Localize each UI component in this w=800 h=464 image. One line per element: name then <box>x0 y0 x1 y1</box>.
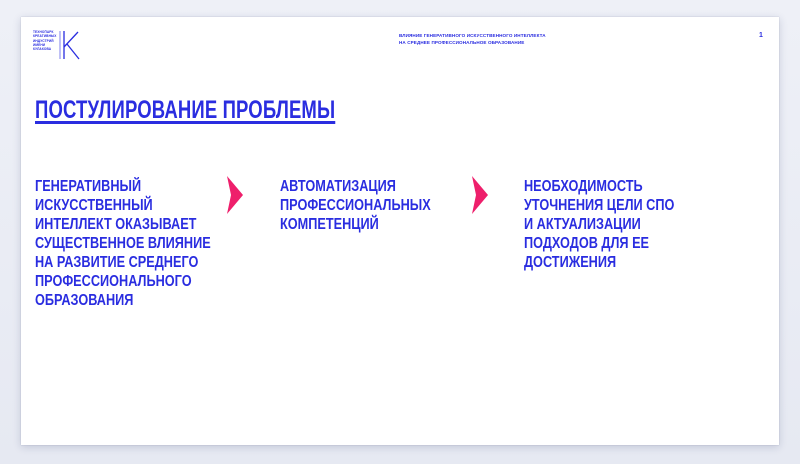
statement-line: ИСКУССТВЕННЫЙ <box>35 197 153 214</box>
statement-line: ГЕНЕРАТИВНЫЙ <box>35 178 142 195</box>
statement-line: КОМПЕТЕНЦИЙ <box>280 216 379 233</box>
logo-text-line: ИНДУСТРИЙ <box>33 38 54 43</box>
statement-line: И АКТУАЛИЗАЦИИ <box>524 216 641 233</box>
logo-text-line: ТЕХНОПАРК <box>33 30 54 34</box>
logo <box>33 30 81 60</box>
statement-line: ДОСТИЖЕНИЯ <box>524 254 617 271</box>
statement-line: АВТОМАТИЗАЦИЯ <box>280 178 396 195</box>
header-title-line: НА СРЕДНЕЕ ПРОФЕССИОНАЛЬНОЕ ОБРАЗОВАНИЕ <box>399 40 525 45</box>
logo-text-line: КУЛАКОВА <box>33 47 52 52</box>
logo-text-line: ИМЕНИ <box>33 42 46 47</box>
statement-line: ПОДХОДОВ ДЛЯ ЕЕ <box>524 235 650 252</box>
logo-text <box>33 30 56 51</box>
statement-line: ИНТЕЛЛЕКТ ОКАЗЫВАЕТ <box>35 216 197 233</box>
presentation-header-title <box>399 32 546 46</box>
statement-column-3 <box>524 177 674 272</box>
header-title-line: ВЛИЯНИЕ ГЕНЕРАТИВНОГО ИСКУССТВЕННОГО ИНТЕЛЛЕКТА <box>399 33 546 38</box>
slide-title: ПОСТУЛИРОВАНИЕ ПРОБЛЕМЫ <box>35 96 336 124</box>
statement-line: ПРОФЕССИОНАЛЬНОГО <box>35 273 192 290</box>
statement-line: СУЩЕСТВЕННОЕ ВЛИЯНИЕ <box>35 235 211 252</box>
statement-column-1 <box>35 177 211 310</box>
statement-line: УТОЧНЕНИЯ ЦЕЛИ СПО <box>524 197 675 214</box>
statement-column-2 <box>280 177 431 234</box>
chevron-right-icon <box>227 176 243 214</box>
logo-k-mark-icon <box>59 30 81 60</box>
statement-line: НЕОБХОДИМОСТЬ <box>524 178 643 195</box>
logo-text-line: КРЕАТИВНЫХ <box>33 34 57 39</box>
statement-line: ПРОФЕССИОНАЛЬНЫХ <box>280 197 431 214</box>
statement-line: ОБРАЗОВАНИЯ <box>35 292 134 309</box>
statement-line: НА РАЗВИТИЕ СРЕДНЕГО <box>35 254 199 271</box>
slide <box>21 17 779 445</box>
page-number: 1 <box>759 32 763 39</box>
chevron-right-icon <box>472 176 488 214</box>
